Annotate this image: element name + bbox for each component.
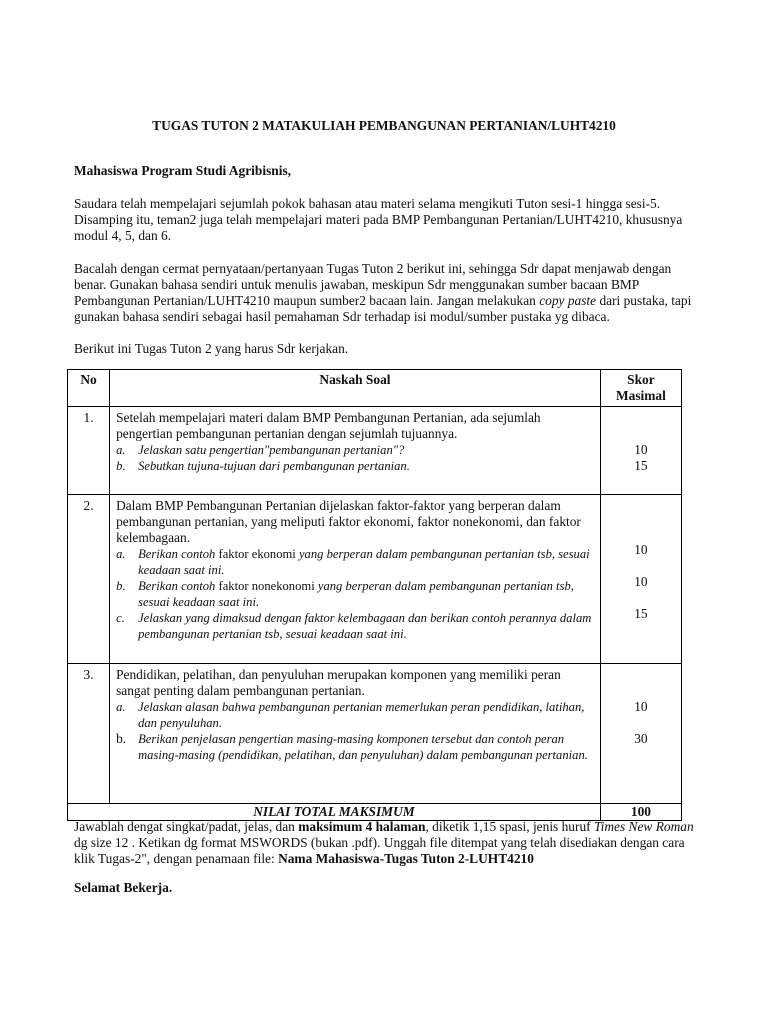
sub-question-text: Jelaskan yang dimaksud dengan faktor kelembagaan dan berikan contoh perannya dalam pembangunan pertanian tsb, sesuai keadaan saat ini. xyxy=(138,611,592,641)
total-value: 100 xyxy=(600,804,681,821)
header-skor-maksimal: Skor Masimal xyxy=(600,370,681,407)
copy-paste-term: copy paste xyxy=(539,293,597,308)
sub-question-term: faktor ekonomi xyxy=(218,547,296,561)
score-value: 10 xyxy=(634,442,648,457)
table-row xyxy=(68,495,682,664)
table-header-row xyxy=(68,370,682,407)
greeting: Mahasiswa Program Studi Agribisnis, xyxy=(74,163,292,178)
sub-question-label: a. xyxy=(116,443,126,457)
score-value: 10 xyxy=(634,542,648,557)
file-naming: Nama Mahasiswa-Tugas Tuton 2-LUHT4210 xyxy=(278,851,534,866)
submission-text-a: Jawablah dengat singkat/padat, jelas, dan xyxy=(74,819,299,834)
question-cell xyxy=(110,664,601,804)
sub-question-label: a. xyxy=(116,547,126,561)
score-value: 10 xyxy=(634,699,648,714)
sub-question-label: b. xyxy=(116,579,126,593)
task-lead-paragraph: Berikut ini Tugas Tuton 2 yang harus Sdr kerjakan. xyxy=(74,341,349,356)
page-limit: maksimum 4 halaman xyxy=(298,819,426,834)
sub-question-text: Jelaskan alasan bahwa pembangunan pertanian memerlukan peran pendidikan, latihan, dan penyuluhan. xyxy=(138,700,585,730)
header-no: No xyxy=(68,370,110,407)
question-intro: Dalam BMP Pembangunan Pertanian dijelaskan faktor-faktor yang berperan dalam pembangunan pertanian, yang meliputi faktor ekonomi, faktor nonekonomi, dan faktor kelembagaan. xyxy=(116,498,581,545)
score-cell xyxy=(600,495,681,664)
task-table xyxy=(67,369,682,821)
sub-question-label: b. xyxy=(116,459,126,473)
sub-question-text: Sebutkan tujuna-tujuan dari pembangunan pertanian. xyxy=(138,459,410,473)
intro-paragraph: Saudara telah mempelajari sejumlah pokok bahasan atau materi selama mengikuti Tuton sesi-1 hingga sesi-5. Disamping itu, teman2 juga telah mempelajari materi pada BMP Pembangunan Pertanian/LUHT4210, khususnya modul 4, 5, dan 6. xyxy=(74,196,683,243)
row-number: 2. xyxy=(68,495,110,664)
sub-question xyxy=(116,546,594,578)
question-intro: Setelah mempelajari materi dalam BMP Pembangunan Pertanian, ada sejumlah pengertian pembangunan pertanian dengan sejumlah tujuannya. xyxy=(116,410,541,441)
instruction-text-a: Bacalah dengan cermat pernyataan/pertanyaan Tugas Tuton 2 berikut ini, sehingga Sdr dapat menjawab dengan benar. Gunakan bahasa sendiri untuk menulis jawaban, meskipun Sdr menggunakan sumber bacaan BMP Pembangunan Pertanian/LUHT4210 maupun sumber2 bacaan lain. Jangan melakukan xyxy=(74,261,672,308)
font-name: Times New Roman xyxy=(593,819,694,834)
sub-question xyxy=(116,610,594,642)
score-value: 10 xyxy=(634,574,648,589)
score-cell xyxy=(600,407,681,495)
question-cell xyxy=(110,407,601,495)
sub-question xyxy=(116,458,594,474)
instruction-text-b: dari pustaka, tapi gunakan bahasa sendiri sebagai hasil pemahaman Sdr terhadap isi modul/sumber pustaka yg dibaca. xyxy=(74,293,692,324)
score-cell xyxy=(600,664,681,804)
sub-question xyxy=(116,699,594,731)
header-naskah-soal: Naskah Soal xyxy=(110,370,601,407)
sub-question-text-post: yang berperan dalam pembangunan pertanian tsb, sesuai keadaan saat ini. xyxy=(138,579,574,609)
sub-question-label: c. xyxy=(116,611,125,625)
sub-question-text xyxy=(138,578,594,610)
sub-question-text-pre: Berikan contoh xyxy=(138,547,219,561)
sub-question xyxy=(116,578,594,610)
total-label: NILAI TOTAL MAKSIMUM xyxy=(68,804,601,821)
instruction-paragraph xyxy=(74,261,698,325)
sub-question xyxy=(116,731,594,763)
question-intro: Pendidikan, pelatihan, dan penyuluhan merupakan komponen yang memiliki peran sangat penting dalam pembangunan pertanian. xyxy=(116,667,561,698)
row-number: 1. xyxy=(68,407,110,495)
row-number: 3. xyxy=(68,664,110,804)
document-title: TUGAS TUTON 2 MATAKULIAH PEMBANGUNAN PERTANIAN/LUHT4210 xyxy=(152,118,616,133)
sub-question-text-pre: Berikan contoh xyxy=(138,579,219,593)
score-value: 30 xyxy=(634,731,648,746)
sub-question-text-post: yang berperan dalam pembangunan pertanian tsb, sesuai keadaan saat ini. xyxy=(138,547,590,577)
sub-question-text: Berikan penjelasan pengertian masing-masing komponen tersebut dan contoh peran masing-masing (pendidikan, pelatihan, dan penyuluhan) dalam pembangunan pertanian. xyxy=(138,732,588,762)
sub-question-label: a. xyxy=(116,700,126,714)
sub-question-term: faktor nonekonomi xyxy=(218,579,315,593)
score-value: 15 xyxy=(634,606,648,621)
sub-question-text xyxy=(138,546,594,578)
sub-question xyxy=(116,442,594,458)
question-cell xyxy=(110,495,601,664)
score-value: 15 xyxy=(634,458,648,473)
closing-text: Selamat Bekerja. xyxy=(74,880,173,895)
submission-instructions xyxy=(74,819,698,867)
sub-question-text: Jelaskan satu pengertian"pembangunan pertanian"? xyxy=(138,443,405,457)
table-row xyxy=(68,664,682,804)
sub-question-label: b. xyxy=(116,731,127,746)
submission-text-b: , diketik 1,15 spasi, jenis huruf xyxy=(425,819,594,834)
table-row xyxy=(68,407,682,495)
submission-text-c: dg size 12 . Ketikan dg format MSWORDS (bukan .pdf). Unggah file ditempat yang telah disediakan dengan cara klik Tugas-2", dengan penamaan file: xyxy=(74,835,685,866)
total-row xyxy=(68,804,682,821)
